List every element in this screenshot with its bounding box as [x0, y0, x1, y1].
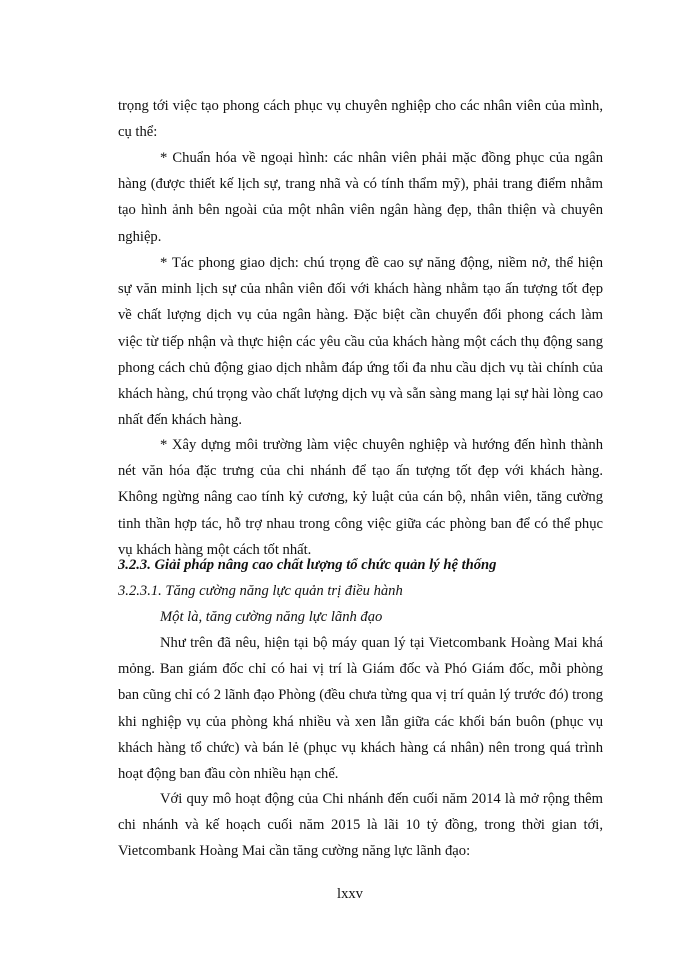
item-heading: Một là, tăng cường năng lực lãnh đạo — [160, 609, 383, 625]
section-heading: 3.2.3. Giải pháp nâng cao chất lượng tổ chức quản lý hệ thống — [118, 557, 497, 573]
page-number: lxxv — [337, 886, 363, 902]
subsection-heading: 3.2.3.1. Tăng cường năng lực quản trị điều hành — [118, 583, 403, 599]
paragraph-conduct: * Tác phong giao dịch: chú trọng đề cao sự năng động, niềm nở, thể hiện sự văn minh lịch sự của nhân viên đối với khách hàng nhằm tạo ấn tượng tốt đẹp về chất lượng dịch vụ của ngân hàng. Đặc biệt cần chuyển đổi phong cách làm việc từ tiếp nhận và thực hiện các yêu cầu của khách hàng một cách thụ động sang phong cách chủ động giao dịch nhằm đáp ứng tối đa nhu cầu dịch vụ tài chính của khách hàng, chú trọng vào chất lượng dịch vụ và sẵn sàng mang lại sự hài lòng cao nhất đến khách hàng. — [118, 255, 603, 429]
paragraph-management: Như trên đã nêu, hiện tại bộ máy quan lý tại Vietcombank Hoàng Mai khá mỏng. Ban giám đốc chỉ có hai vị trí là Giám đốc và Phó Giám đốc, mỗi phòng ban cũng chỉ có 2 lãnh đạo Phòng (đều chưa từng qua vị trí quản lý trước đó) trong khi nghiệp vụ của phòng khá nhiều và xen lẫn giữa các khối bán buôn (phục vụ khách hàng tổ chức) và bán lẻ (phục vụ khách hàng cá nhân) nên trong quá trình hoạt động ban đầu còn nhiều hạn chế. — [118, 635, 603, 783]
paragraph-intro: trọng tới việc tạo phong cách phục vụ chuyên nghiệp cho các nhân viên của mình, cụ thể: — [118, 98, 603, 141]
paragraph-scale: Với quy mô hoạt động của Chi nhánh đến cuối năm 2014 là mở rộng thêm chi nhánh và kế hoạch cuối năm 2015 là lãi 10 tỷ đồng, trong thời gian tới, Vietcombank Hoàng Mai cần tăng cường năng lực lãnh đạo: — [118, 791, 603, 860]
paragraph-environment: * Xây dựng môi trường làm việc chuyên nghiệp và hướng đến hình thành nét văn hóa đặc trưng của chi nhánh để tạo ấn tượng tốt đẹp với khách hàng. Không ngừng nâng cao tính kỷ cương, kỷ luật của cán bộ, nhân viên, tăng cường tinh thần hợp tác, hỗ trợ nhau trong công việc giữa các phòng ban để có thể phục vụ khách hàng một cách tốt nhất. — [118, 437, 603, 558]
paragraph-appearance: * Chuẩn hóa về ngoại hình: các nhân viên phải mặc đồng phục của ngân hàng (được thiết kế lịch sự, trang nhã và có tính thẩm mỹ), phải trang điểm nhằm tạo hình ảnh bên ngoài của một nhân viên ngân hàng đẹp, thân thiện và chuyên nghiệp. — [118, 150, 603, 245]
